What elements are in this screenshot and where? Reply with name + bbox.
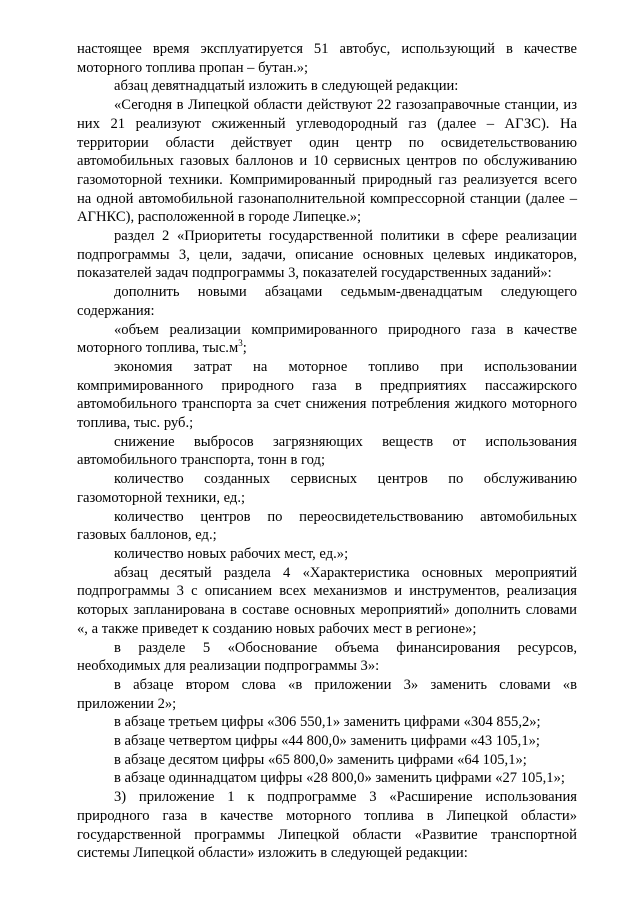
document-page [77,40,577,863]
paragraph-5: дополнить новыми абзацами седьмым-двенадцатым следующего содержания: [77,284,577,319]
paragraph-17: в абзаце десятом цифры «65 800,0» заменить цифрами «64 105,1»; [114,751,527,768]
paragraph-15: в абзаце третьем цифры «306 550,1» заменить цифрами «304 855,2»; [114,714,541,731]
paragraph-13: в разделе 5 «Обоснование объема финансирования ресурсов, необходимых для реализации подпрограммы 3»: [77,639,577,675]
paragraph-16: в абзаце четвертом цифры «44 800,0» заменить цифрами «43 105,1»; [114,733,540,750]
paragraph-6 [77,321,577,358]
paragraph-9: количество созданных сервисных центров по обслуживанию газомоторной техники, ед.; [77,471,577,506]
paragraph-14: в абзаце втором слова «в приложении 3» заменить словами «в приложении 2»; [77,676,577,712]
superscript-cube: 3 [238,338,243,349]
paragraph-1: настоящее время эксплуатируется 51 автобус, использующий в качестве моторного топлива пропан – бутан.»; [77,41,577,76]
paragraph-6-tail: ; [242,340,247,357]
paragraph-2: абзац девятнадцатый изложить в следующей редакции: [114,78,459,95]
paragraph-4: раздел 2 «Приоритеты государственной политики в сфере реализации подпрограммы 3, цели, задачи, описание основных целевых индикаторов, показателей задач подпрограммы 3, показателей государственных заданий»: [77,228,577,282]
paragraph-8: снижение выбросов загрязняющих веществ от использования автомобильного транспорта, тонн в год; [77,433,577,469]
paragraph-11: количество новых рабочих мест, ед.»; [114,545,349,562]
paragraph-10: количество центров по переосвидетельствованию автомобильных газовых баллонов, ед.; [77,508,577,544]
paragraph-6-text: «объем реализации компримированного природного газа в качестве моторного топлива, тыс.м [77,321,577,357]
paragraph-7: экономия затрат на моторное топливо при использовании компримированного природного газа в предприятиях пассажирского автомобильного транспорта за счет снижения потребления жидкого моторного топлива, тыс. руб.; [77,358,577,432]
paragraph-18: в абзаце одиннадцатом цифры «28 800,0» заменить цифрами «27 105,1»; [114,770,565,787]
paragraph-3: «Сегодня в Липецкой области действуют 22 газозаправочные станции, из них 21 реализуют сжиженный углеводородный газ (далее – АГЗС). На территории области действует один центр по освидетельствованию автомобильных газовых баллонов и 10 сервисных центров по обслуживанию газомоторной техники. Компримированный природный газ реализуется всего на одной автомобильной газонаполнительной компрессорной станции (далее – АГНКС), расположенной в городе Липецке.»; [77,97,577,226]
paragraph-19: 3) приложение 1 к подпрограмме 3 «Расширение использования природного газа в качестве моторного топлива в Липецкой области» государственной программы Липецкой области «Развитие транспортной системы Липецкой области» изложить в следующей редакции: [77,789,577,862]
paragraph-12: абзац десятый раздела 4 «Характеристика основных мероприятий подпрограммы 3 с описанием всех механизмов и инструментов, реализация которых запланирована в составе основных мероприятий» дополнить словами «, а также приведет к созданию новых рабочих мест в регионе»; [77,564,577,637]
